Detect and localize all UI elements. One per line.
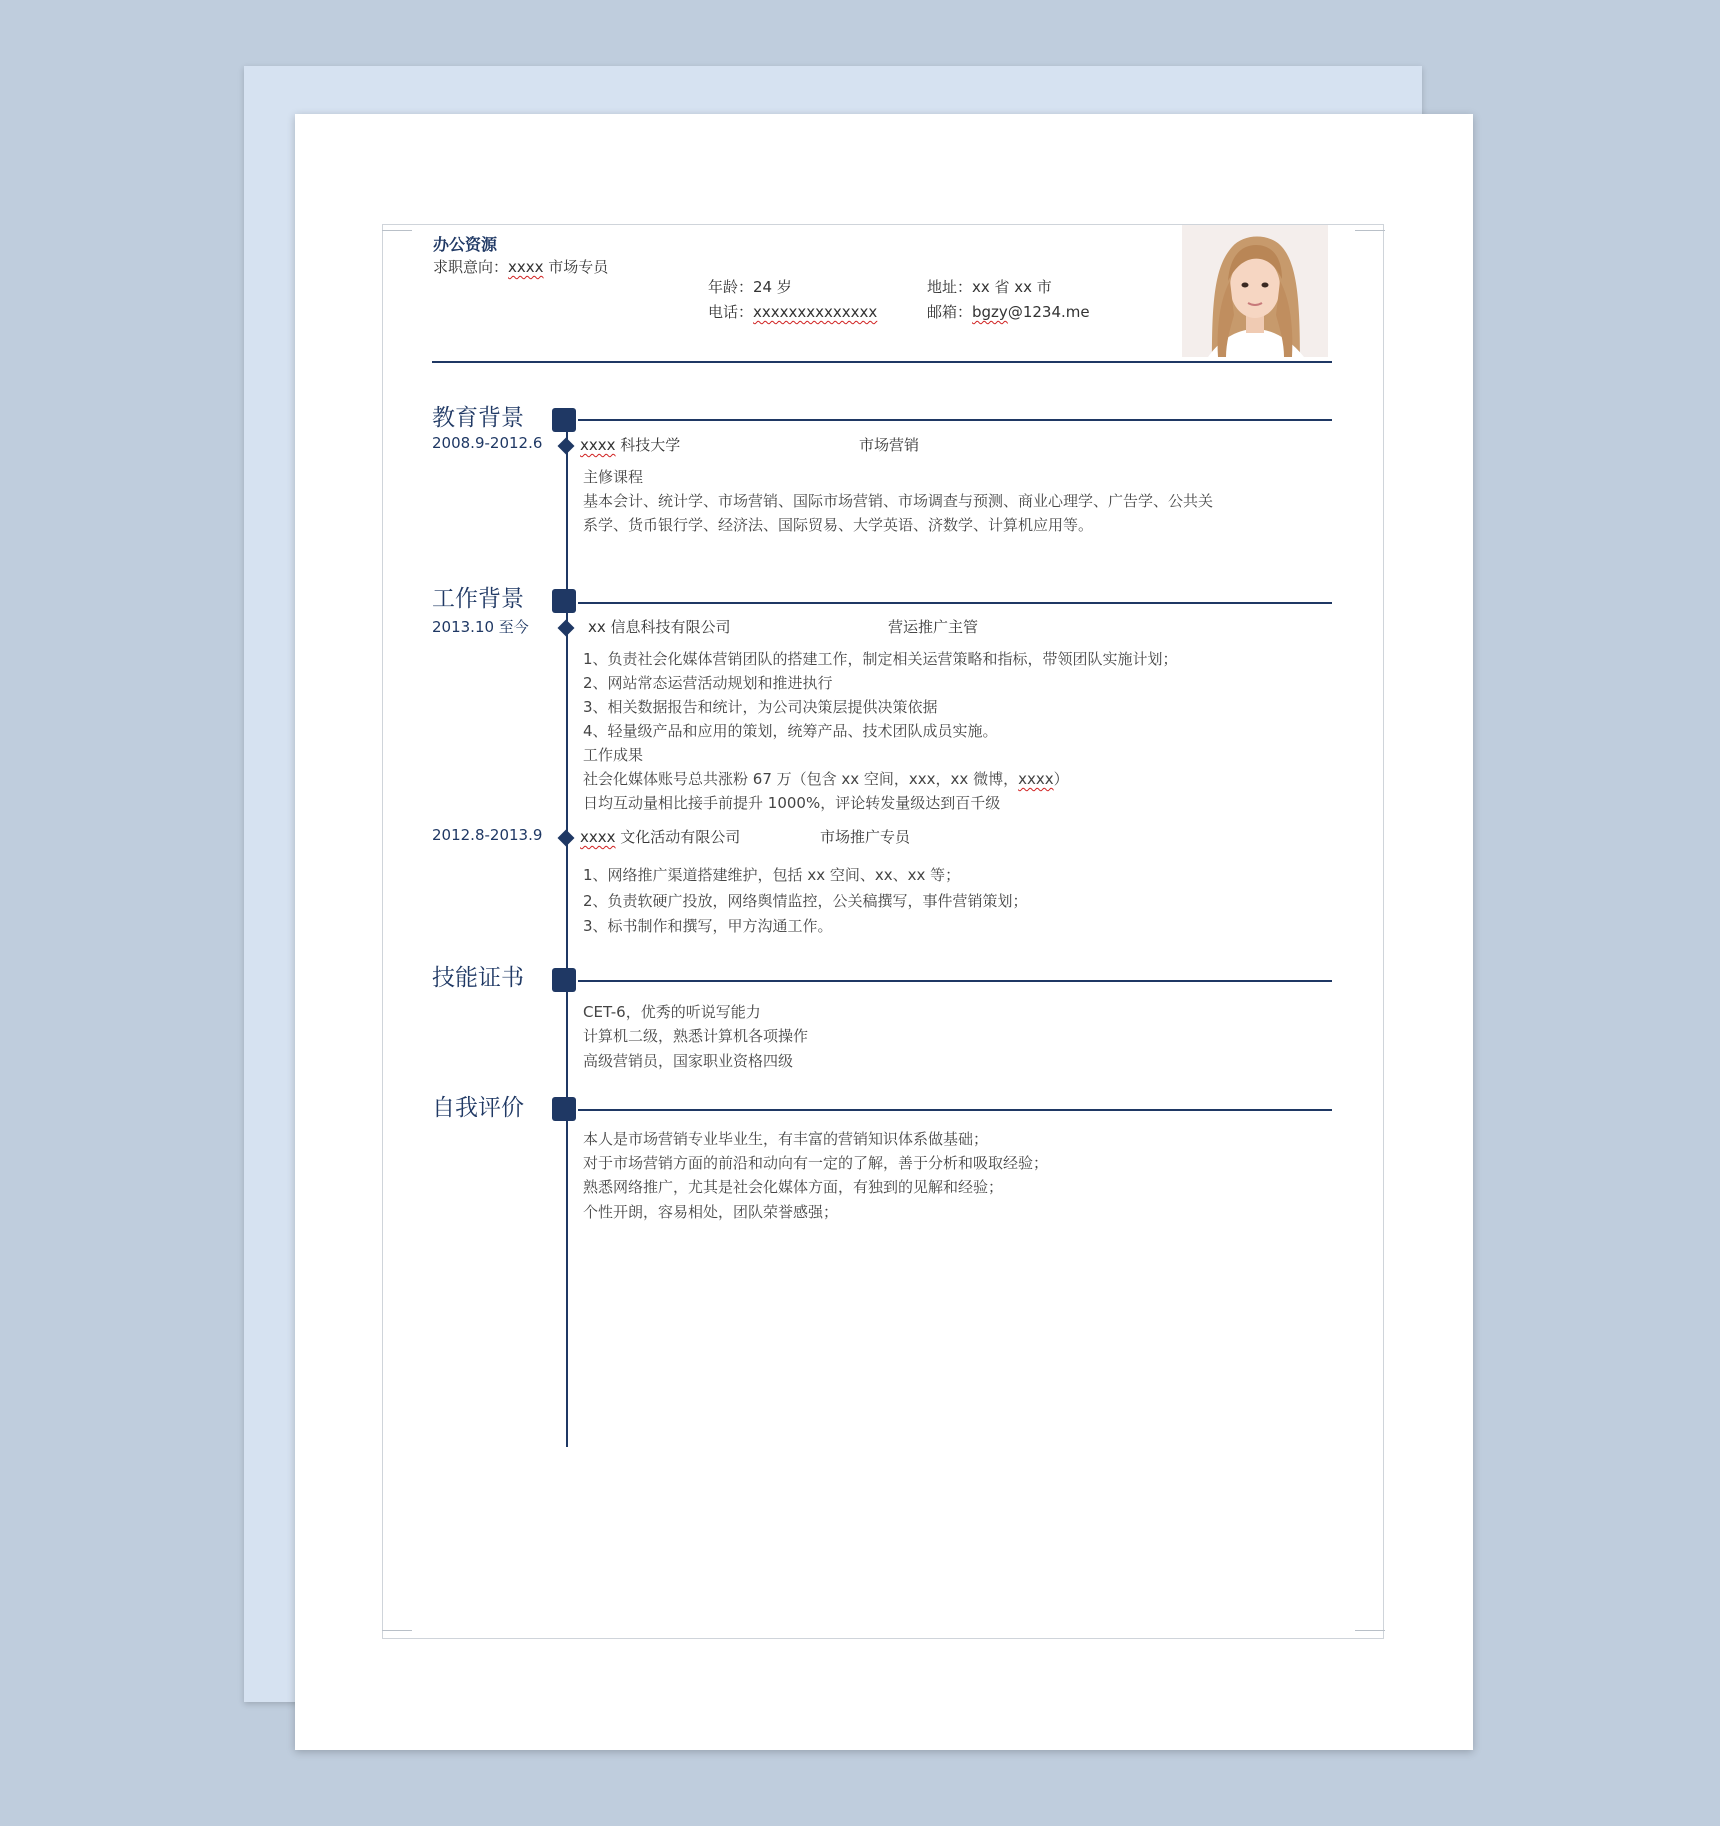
phone-label: 电话： bbox=[708, 303, 754, 321]
resume-content bbox=[295, 114, 1473, 1750]
result-text: 社会化媒体账号总共涨粉 67 万（包含 xx 空间，xxx，xx 微博， bbox=[583, 770, 1019, 788]
result-text: ） bbox=[1053, 770, 1069, 788]
phone-field bbox=[708, 301, 877, 322]
email-field bbox=[927, 301, 1090, 322]
section-title-education: 教育背景 bbox=[432, 405, 524, 431]
self-eval-item: 对于市场营销方面的前沿和动向有一定的了解，善于分析和吸取经验； bbox=[583, 1154, 1049, 1172]
duty-item: 2、负责软硬广投放，网络舆情监控，公关稿撰写，事件营销策划； bbox=[583, 892, 1028, 910]
section-divider bbox=[578, 1109, 1332, 1111]
result-item: 日均互动量相比接手前提升 1000%，评论转发量级达到百千级 bbox=[583, 794, 1001, 812]
candidate-name: 办公资源 bbox=[433, 235, 498, 254]
skill-item: CET-6，优秀的听说写能力 bbox=[583, 1003, 761, 1021]
timeline-marker bbox=[558, 620, 575, 637]
course-label: 主修课程 bbox=[583, 468, 644, 486]
self-eval-item: 熟悉网络推广，尤其是社会化媒体方面，有独到的见解和经验； bbox=[583, 1178, 1004, 1196]
company-rest: 文化活动有限公司 bbox=[615, 828, 741, 846]
section-title-self-eval: 自我评价 bbox=[432, 1095, 524, 1121]
self-eval-item: 个性开朗，容易相处，团队荣誉感强； bbox=[583, 1203, 839, 1221]
school-marked-text: xxxx bbox=[580, 436, 616, 454]
timeline-node bbox=[552, 589, 576, 613]
objective-value: 市场专员 bbox=[543, 258, 609, 276]
school-name bbox=[580, 434, 680, 455]
section-title-skills: 技能证书 bbox=[432, 965, 524, 991]
education-date: 2008.9-2012.6 bbox=[432, 434, 543, 452]
job1-position: 营运推广主管 bbox=[888, 618, 979, 636]
duty-item: 2、网站常态运营活动规划和推进执行 bbox=[583, 674, 833, 692]
job1-company: xx 信息科技有限公司 bbox=[588, 618, 731, 636]
timeline-marker bbox=[558, 830, 575, 847]
address-field: 地址：xx 省 xx 市 bbox=[927, 278, 1052, 296]
major: 市场营销 bbox=[859, 436, 920, 454]
duty-item: 4、轻量级产品和应用的策划，统筹产品、技术团队成员实施。 bbox=[583, 722, 998, 740]
portrait-illustration bbox=[1182, 225, 1328, 357]
section-divider bbox=[578, 419, 1332, 421]
phone-value: xxxxxxxxxxxxxx bbox=[753, 303, 878, 321]
section-title-work: 工作背景 bbox=[432, 586, 524, 612]
duty-item: 1、负责社会化媒体营销团队的搭建工作，制定相关运营策略和指标，带领团队实施计划； bbox=[583, 650, 1178, 668]
timeline-node bbox=[552, 968, 576, 992]
objective-marked-text: xxxx bbox=[508, 258, 544, 276]
course-line: 基本会计、统计学、市场营销、国际市场营销、市场调查与预测、商业心理学、广告学、公共关 bbox=[583, 492, 1214, 510]
school-rest: 科技大学 bbox=[615, 436, 681, 454]
resume-page bbox=[295, 114, 1473, 1750]
header-divider bbox=[432, 361, 1332, 363]
skill-item: 高级营销员，国家职业资格四级 bbox=[583, 1052, 794, 1070]
timeline-node bbox=[552, 408, 576, 432]
duty-item: 1、网络推广渠道搭建维护，包括 xx 空间、xx、xx 等； bbox=[583, 866, 961, 884]
skill-item: 计算机二级，熟悉计算机各项操作 bbox=[583, 1027, 809, 1045]
section-divider bbox=[578, 602, 1332, 604]
result-label: 工作成果 bbox=[583, 746, 644, 764]
company-marked-text: xxxx bbox=[580, 828, 616, 846]
age-field: 年龄：24 岁 bbox=[708, 278, 792, 296]
duty-item: 3、相关数据报告和统计，为公司决策层提供决策依据 bbox=[583, 698, 938, 716]
self-eval-item: 本人是市场营销专业毕业生，有丰富的营销知识体系做基础； bbox=[583, 1130, 989, 1148]
job2-company bbox=[580, 826, 740, 847]
duty-item: 3、标书制作和撰写，甲方沟通工作。 bbox=[583, 917, 833, 935]
result-marked-text: xxxx bbox=[1018, 770, 1054, 788]
objective-label: 求职意向： bbox=[433, 258, 509, 276]
timeline-marker bbox=[558, 438, 575, 455]
result-item bbox=[583, 768, 1069, 789]
email-rest: @1234.me bbox=[1007, 303, 1090, 321]
email-marked-text: bgzy bbox=[972, 303, 1008, 321]
job1-date: 2013.10 至今 bbox=[432, 618, 529, 636]
section-divider bbox=[578, 980, 1332, 982]
timeline-line bbox=[566, 410, 568, 1447]
timeline-node bbox=[552, 1097, 576, 1121]
profile-photo bbox=[1182, 225, 1328, 357]
email-label: 邮箱： bbox=[927, 303, 973, 321]
job2-position: 市场推广专员 bbox=[820, 828, 911, 846]
course-line: 系学、货币银行学、经济法、国际贸易、大学英语、济数学、计算机应用等。 bbox=[583, 516, 1094, 534]
job2-date: 2012.8-2013.9 bbox=[432, 826, 543, 844]
job-objective bbox=[433, 256, 608, 277]
